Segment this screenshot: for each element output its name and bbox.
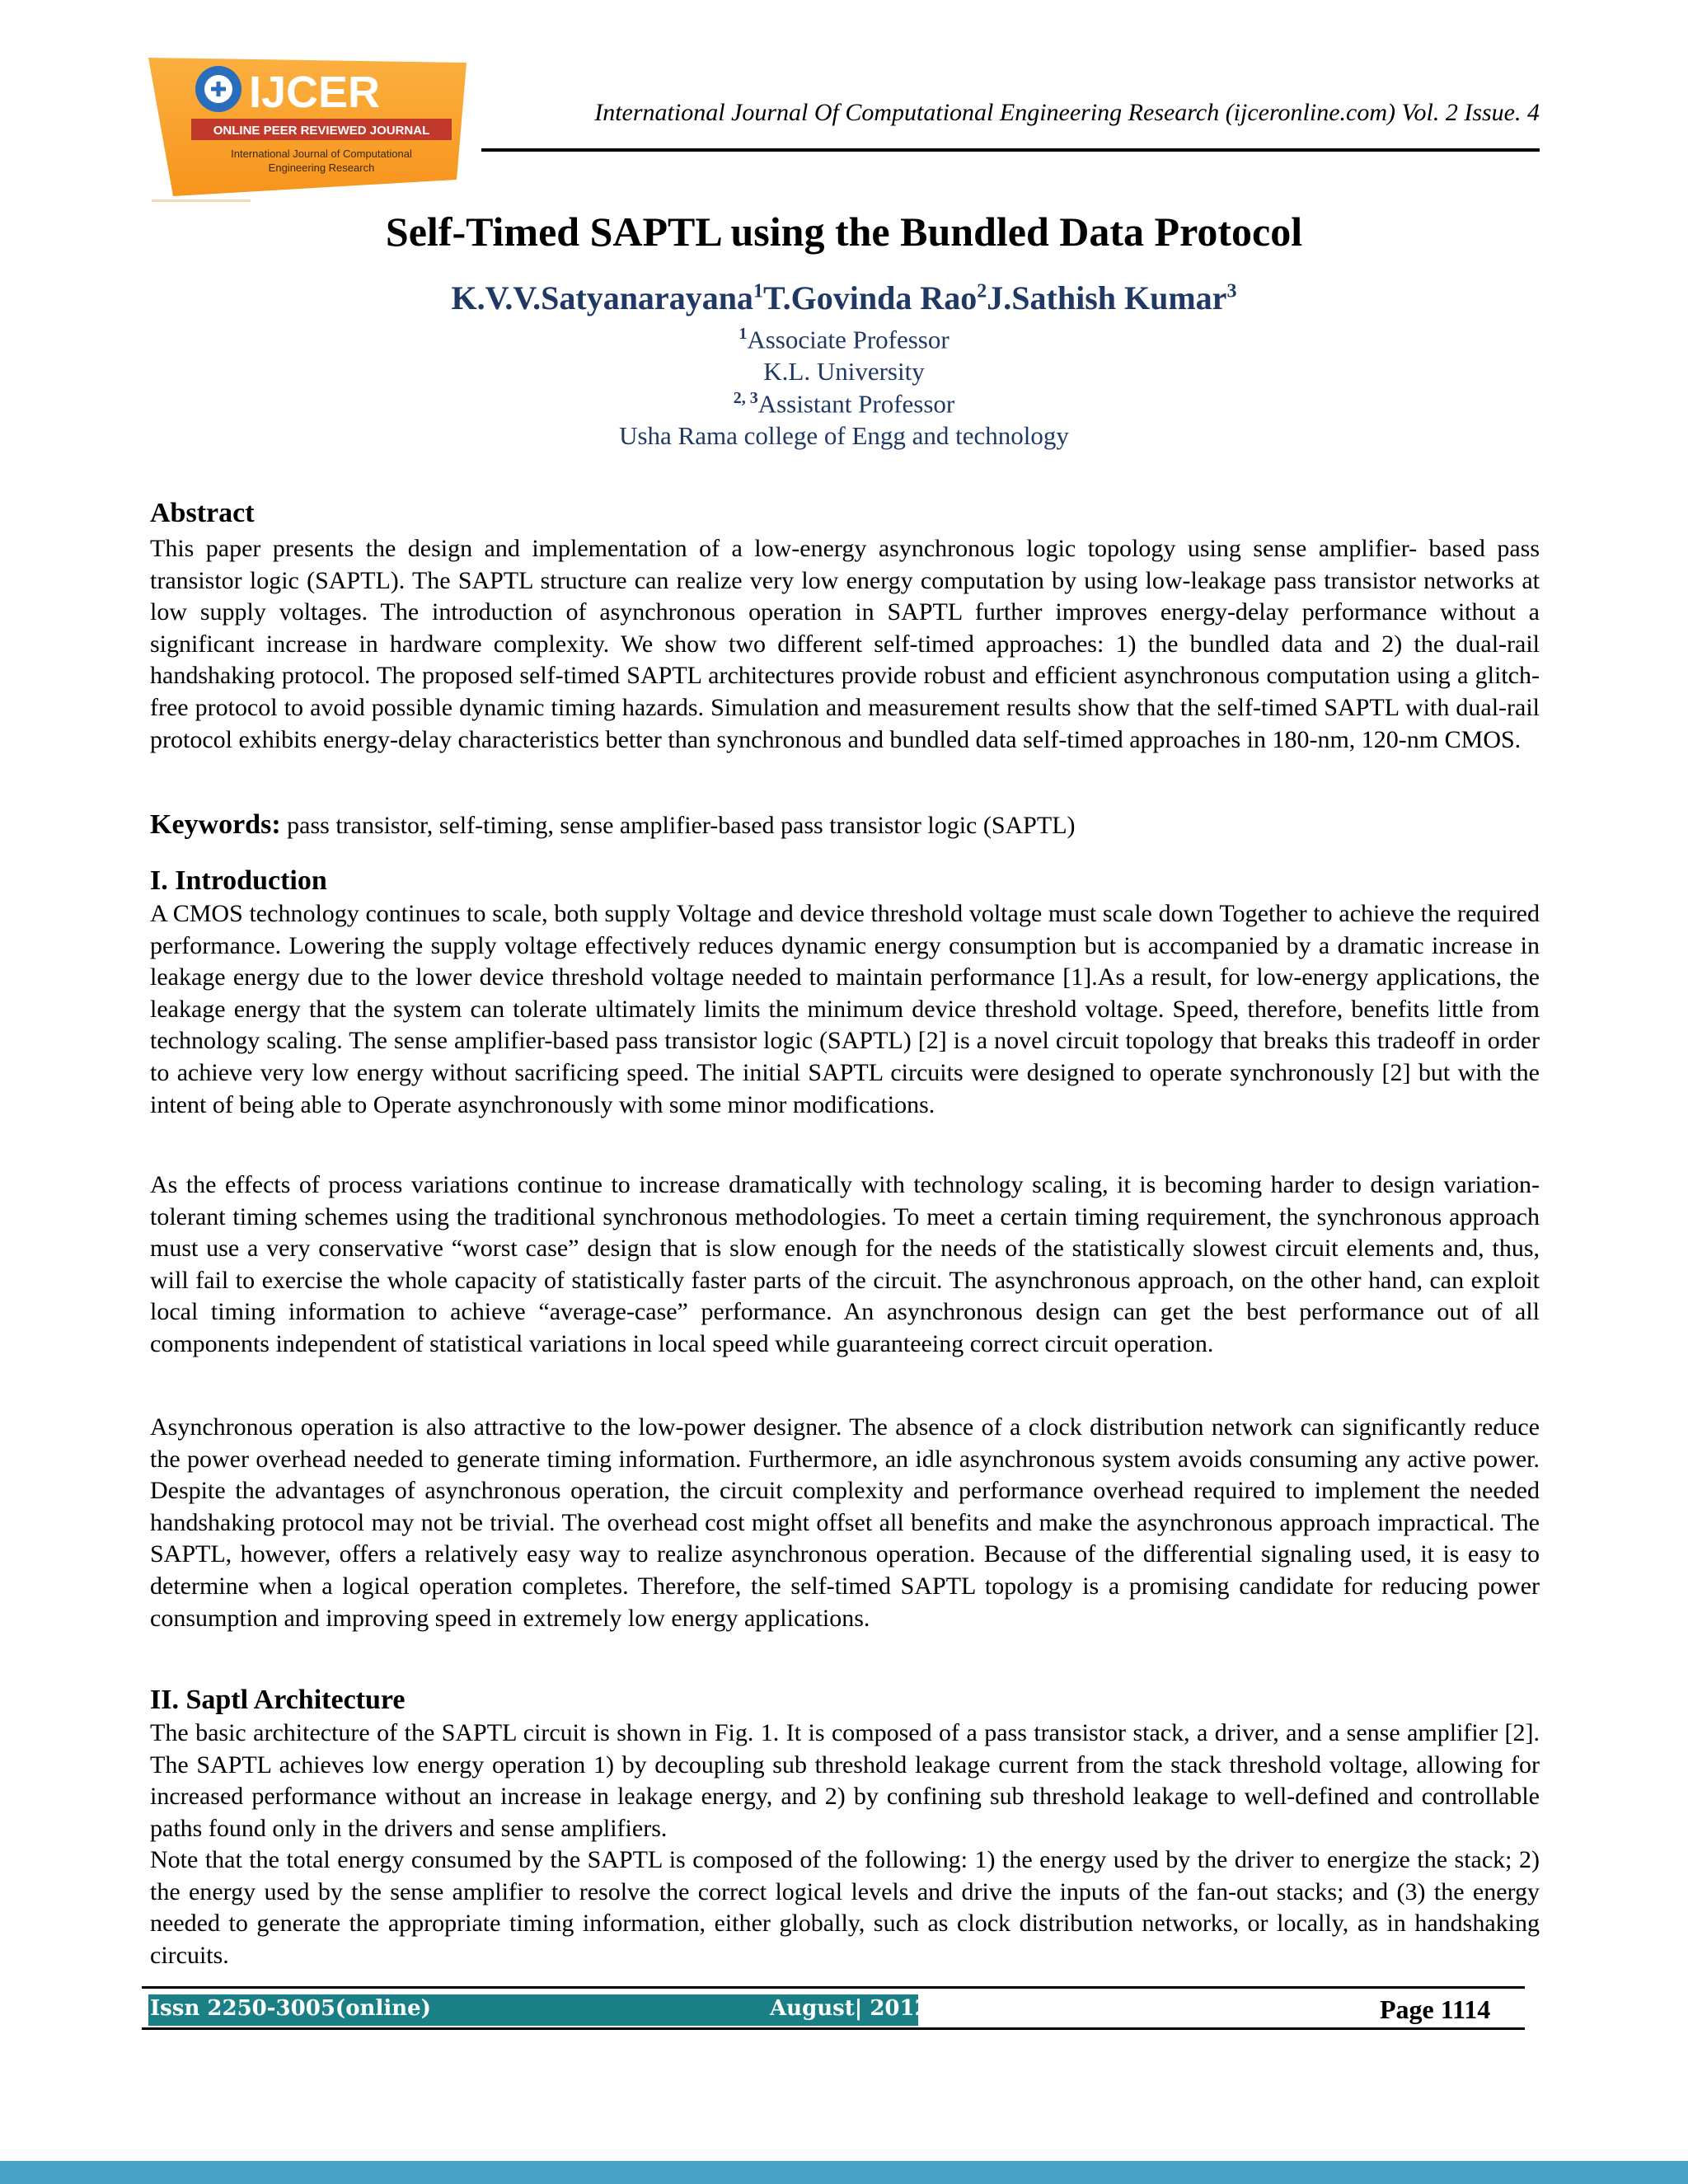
affiliation-text: K.L. University [763, 357, 925, 386]
logo-name: IJCER [249, 68, 381, 117]
author-sup: 2 [977, 280, 987, 302]
author-name: T.Govinda Rao [762, 279, 978, 316]
author-sup: 3 [1226, 280, 1237, 302]
logo-banner: ONLINE PEER REVIEWED JOURNAL [213, 124, 430, 138]
keywords-text: pass transistor, self-timing, sense amplifier-based pass transistor logic (SAPTL) [287, 812, 1076, 839]
intro-paragraph-3: Asynchronous operation is also attractive to the low-power designer. The absence of a clock distribution network can significantly reduce the power overhead needed to generate timing information. Furthermore, an idle asynchronous system avoids consuming any active power. Despite the advantages of asynchronous operation, the circuit complexity and performance overhead required to implement the needed handshaking protocol may not be trivial. The overhead cost might offset all benefits and make the asynchronous approach impractical. The SAPTL, however, offers a relatively easy way to realize asynchronous operation. Because of the differential signaling used, it is easy to determine when a logical operation completes. Therefore, the self-timed SAPTL topology is a promising candidate for reducing power consumption and improving speed in extremely low energy applications. [150, 1413, 1540, 1632]
keywords [150, 809, 1076, 841]
affiliation-text: Associate Professor [747, 325, 950, 354]
logo-tagline-1: International Journal of Computational [231, 148, 412, 160]
journal-header-line: International Journal Of Computational Engineering Research (ijceronline.com) Vol. 2 Issue. 4 [594, 99, 1540, 126]
abstract-text: This paper presents the design and implementation of a low-energy asynchronous logic topology using sense amplifier- based pass transistor logic (SAPTL). The SAPTL structure can realize very low energy computation by using low-leakage pass transistor networks at low supply voltages. The introduction of asynchronous operation in SAPTL further improves energy-delay performance without a significant increase in hardware complexity. We show two different self-timed approaches: 1) the bundled data and 2) the dual-rail handshaking protocol. The proposed self-timed SAPTL architectures provide robust and efficient asynchronous computation using a glitch-free protocol to avoid possible dynamic timing hazards. Simulation and measurement results show that the self-timed SAPTL with dual-rail protocol exhibits energy-delay characteristics better than synchronous and bundled data self-timed approaches in 180-nm, 120-nm CMOS. [150, 535, 1540, 753]
bottom-band [0, 2161, 1688, 2184]
abstract-heading: Abstract [150, 498, 255, 528]
intro-paragraph-1: A CMOS technology continues to scale, both supply Voltage and device threshold voltage must scale down Together to achieve the required performance. Lowering the supply voltage effectively reduces dynamic energy consumption but is accompanied by a dramatic increase in leakage energy due to the lower device threshold voltage needed to maintain performance [1].As a result, for low-energy applications, the leakage energy that the system can tolerate ultimately limits the minimum device threshold voltage. Speed, therefore, benefits little from technology scaling. The sense amplifier-based pass transistor logic (SAPTL) [2] is a novel circuit topology that breaks this tradeoff in order to achieve very low energy without sacrificing speed. The initial SAPTL circuits were designed to operate synchronously [2] but with the intent of being able to Operate asynchronously with some minor modifications. [150, 900, 1540, 1118]
author-list [0, 279, 1688, 317]
affiliation-text: Usha Rama college of Engg and technology [619, 421, 1069, 450]
affiliation-line [0, 421, 1688, 451]
section-heading-introduction: I. Introduction [150, 865, 327, 896]
page-number: Page 1114 [1380, 1994, 1491, 2024]
footer-divider-bottom [142, 2027, 1525, 2030]
architecture-paragraph-1: The basic architecture of the SAPTL circuit is shown in Fig. 1. It is composed of a pass transistor stack, a driver, and a sense amplifier [2]. The SAPTL achieves low energy operation 1) by decoupling sub threshold leakage current from the stack threshold voltage, allowing for increased performance without an increase in leakage energy, and 2) by confining sub threshold leakage to well-defined and controllable paths found only in the drivers and sense amplifiers. [150, 1719, 1540, 1842]
affiliation-line [0, 357, 1688, 387]
author-name: J.Sathish Kumar [987, 279, 1227, 316]
header-divider [481, 148, 1540, 152]
affiliation-line [0, 325, 1688, 354]
ijcer-logo [148, 56, 470, 203]
affiliation-text: Assistant Professor [757, 389, 955, 419]
author-sup: 1 [753, 280, 763, 302]
paper-title: Self-Timed SAPTL using the Bundled Data Protocol [385, 209, 1303, 255]
section-heading-architecture: II. Saptl Architecture [150, 1685, 406, 1715]
logo-tagline-2: Engineering Research [268, 162, 375, 174]
affiliation-sup: 2, 3 [733, 389, 758, 407]
architecture-paragraph-2: Note that the total energy consumed by the SAPTL is composed of the following: 1) the energy used by the driver to energize the stack; 2) the energy used by the sense amplifier to resolve the correct logical levels and drive the inputs of the fan-out stacks; and (3) the energy needed to generate the appropriate timing information, either globally, such as clock distribution networks, or locally, as in handshaking circuits. [150, 1846, 1540, 1969]
footer-divider-top [142, 1986, 1525, 1989]
affiliation-sup: 1 [738, 325, 748, 343]
affiliation-line [0, 389, 1688, 419]
intro-paragraph-2: As the effects of process variations continue to increase dramatically with technology scaling, it is becoming harder to design variation-tolerant timing schemes using the traditional synchronous methodologies. To meet a certain timing requirement, the synchronous approach must use a very conservative “worst case” design that is slow enough for the needs of the statistically slowest circuit elements and, thus, will fail to exercise the whole capacity of statistically faster parts of the circuit. The asynchronous approach, on the other hand, can exploit local timing information to achieve “average-case” performance. An asynchronous design can get the best performance out of all components independent of statistical variations in local speed while guaranteeing correct circuit operation. [150, 1171, 1540, 1357]
author-name: K.V.V.Satyanarayana [451, 279, 753, 316]
keywords-label: Keywords: [150, 809, 281, 840]
footer-date: August| 2012 [770, 1996, 930, 2021]
footer-issn: Issn 2250-3005(online) [150, 1996, 431, 2021]
